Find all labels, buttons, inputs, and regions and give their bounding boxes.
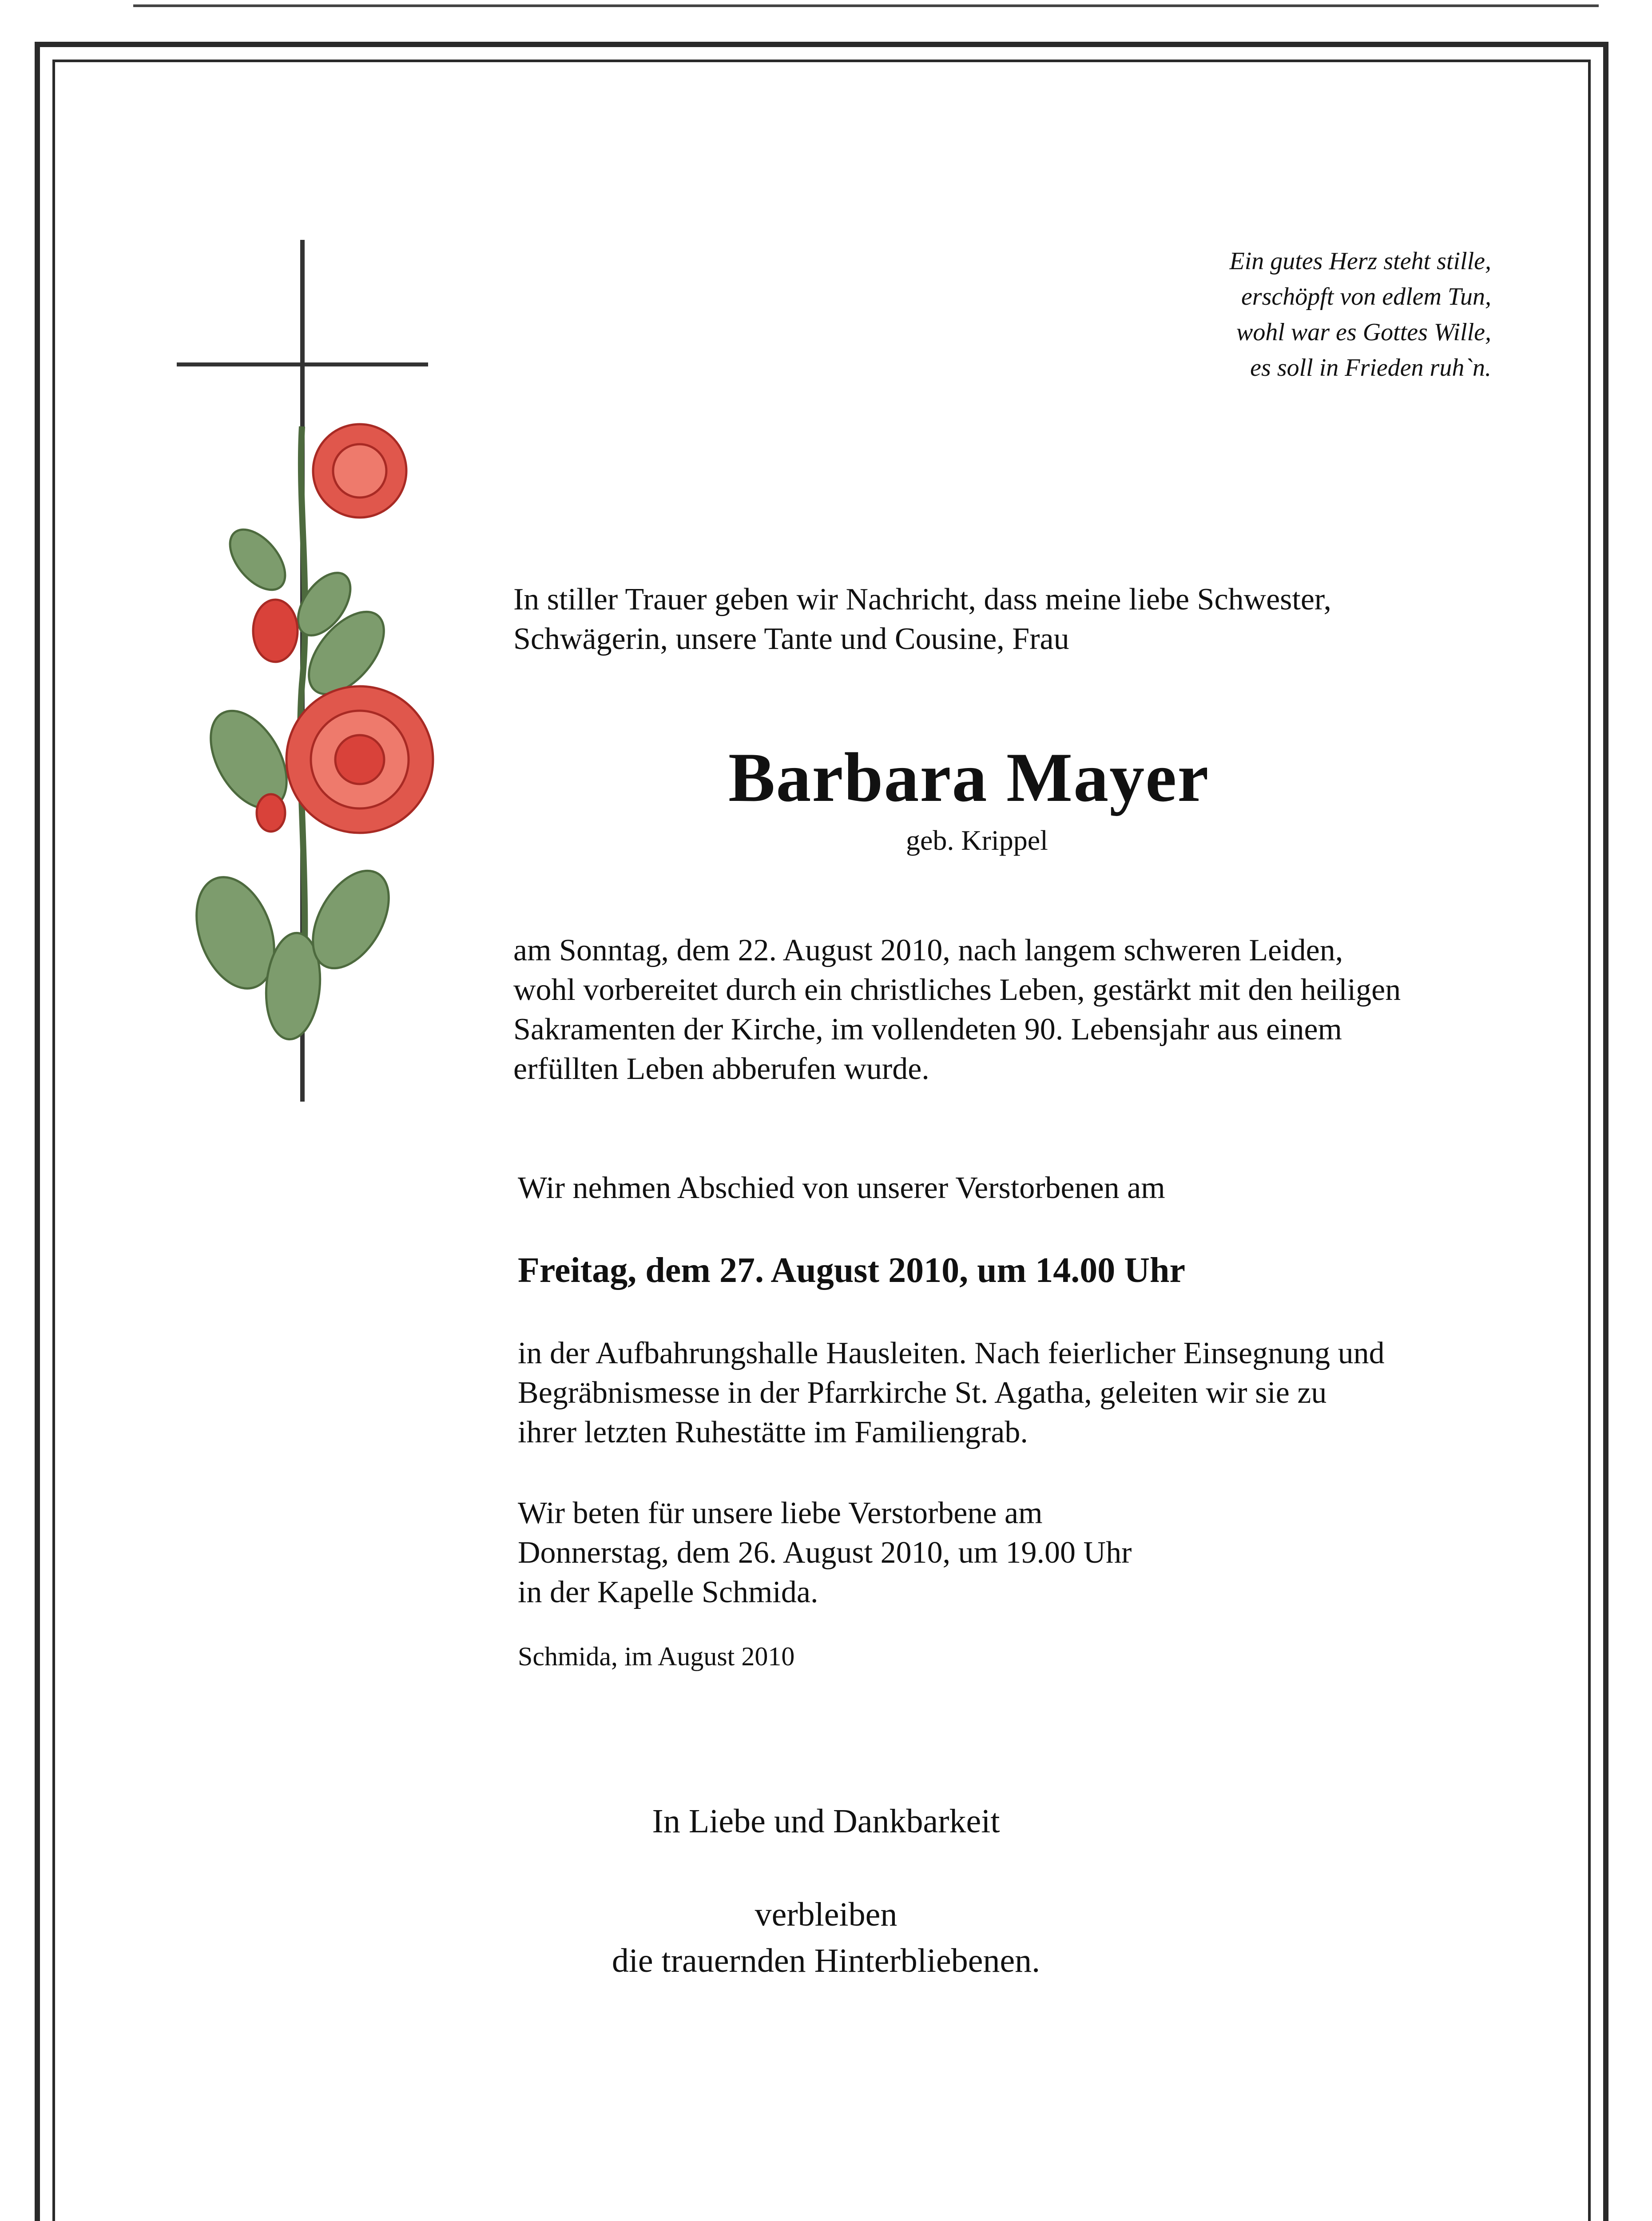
intro-line: In stiller Trauer geben wir Nachricht, dass meine liebe Schwester,	[513, 582, 1331, 617]
poem-line: Ein gutes Herz steht stille,	[1229, 247, 1491, 275]
prayer-line: in der Kapelle Schmida.	[518, 1575, 818, 1609]
poem-line: wohl war es Gottes Wille,	[1236, 318, 1491, 346]
poem	[1229, 243, 1491, 386]
intro-line: Schwägerin, unsere Tante und Cousine, Frau	[513, 622, 1069, 656]
closing-signature-line: verbleiben	[755, 1896, 897, 1933]
prayer-text	[518, 1493, 1132, 1612]
ceremony-line: ihrer letzten Ruhestätte im Familiengrab.	[518, 1415, 1028, 1449]
ceremony-line: Begräbnismesse in der Pfarrkirche St. Agatha, geleiten wir sie zu	[518, 1376, 1327, 1410]
death-line: erfüllten Leben abberufen wurde.	[513, 1052, 929, 1086]
intro-text	[513, 580, 1331, 659]
cross-with-roses-illustration	[169, 240, 480, 1128]
closing-signature-line: die trauernden Hinterbliebenen.	[612, 1942, 1040, 1979]
place-date: Schmida, im August 2010	[518, 1642, 795, 1671]
poem-line: es soll in Frieden ruh`n.	[1250, 354, 1491, 382]
death-line: am Sonntag, dem 22. August 2010, nach langem schweren Leiden,	[513, 933, 1343, 967]
closing-signature	[0, 1891, 1652, 1984]
top-scan-line	[133, 4, 1599, 7]
prayer-line: Wir beten für unsere liebe Verstorbene am	[518, 1496, 1043, 1530]
farewell-intro: Wir nehmen Abschied von unserer Verstorbenen am	[518, 1171, 1165, 1205]
closing-line: In Liebe und Dankbarkeit	[652, 1803, 1000, 1840]
prayer-line: Donnerstag, dem 26. August 2010, um 19.00 Uhr	[518, 1536, 1132, 1570]
death-line: wohl vorbereitet durch ein christliches Leben, gestärkt mit den heiligen	[513, 973, 1401, 1007]
poem-line: erschöpft von edlem Tun,	[1241, 283, 1491, 310]
ceremony-line: in der Aufbahrungshalle Hausleiten. Nach feierlicher Einsegnung und	[518, 1336, 1385, 1370]
death-line: Sakramenten der Kirche, im vollendeten 90. Lebensjahr aus einem	[513, 1012, 1342, 1047]
ceremony-text	[518, 1333, 1385, 1452]
farewell-date: Freitag, dem 27. August 2010, um 14.00 Uhr	[518, 1251, 1185, 1290]
death-text	[513, 931, 1401, 1089]
birth-name: geb. Krippel	[906, 824, 1048, 856]
deceased-name: Barbara Mayer	[728, 739, 1210, 816]
